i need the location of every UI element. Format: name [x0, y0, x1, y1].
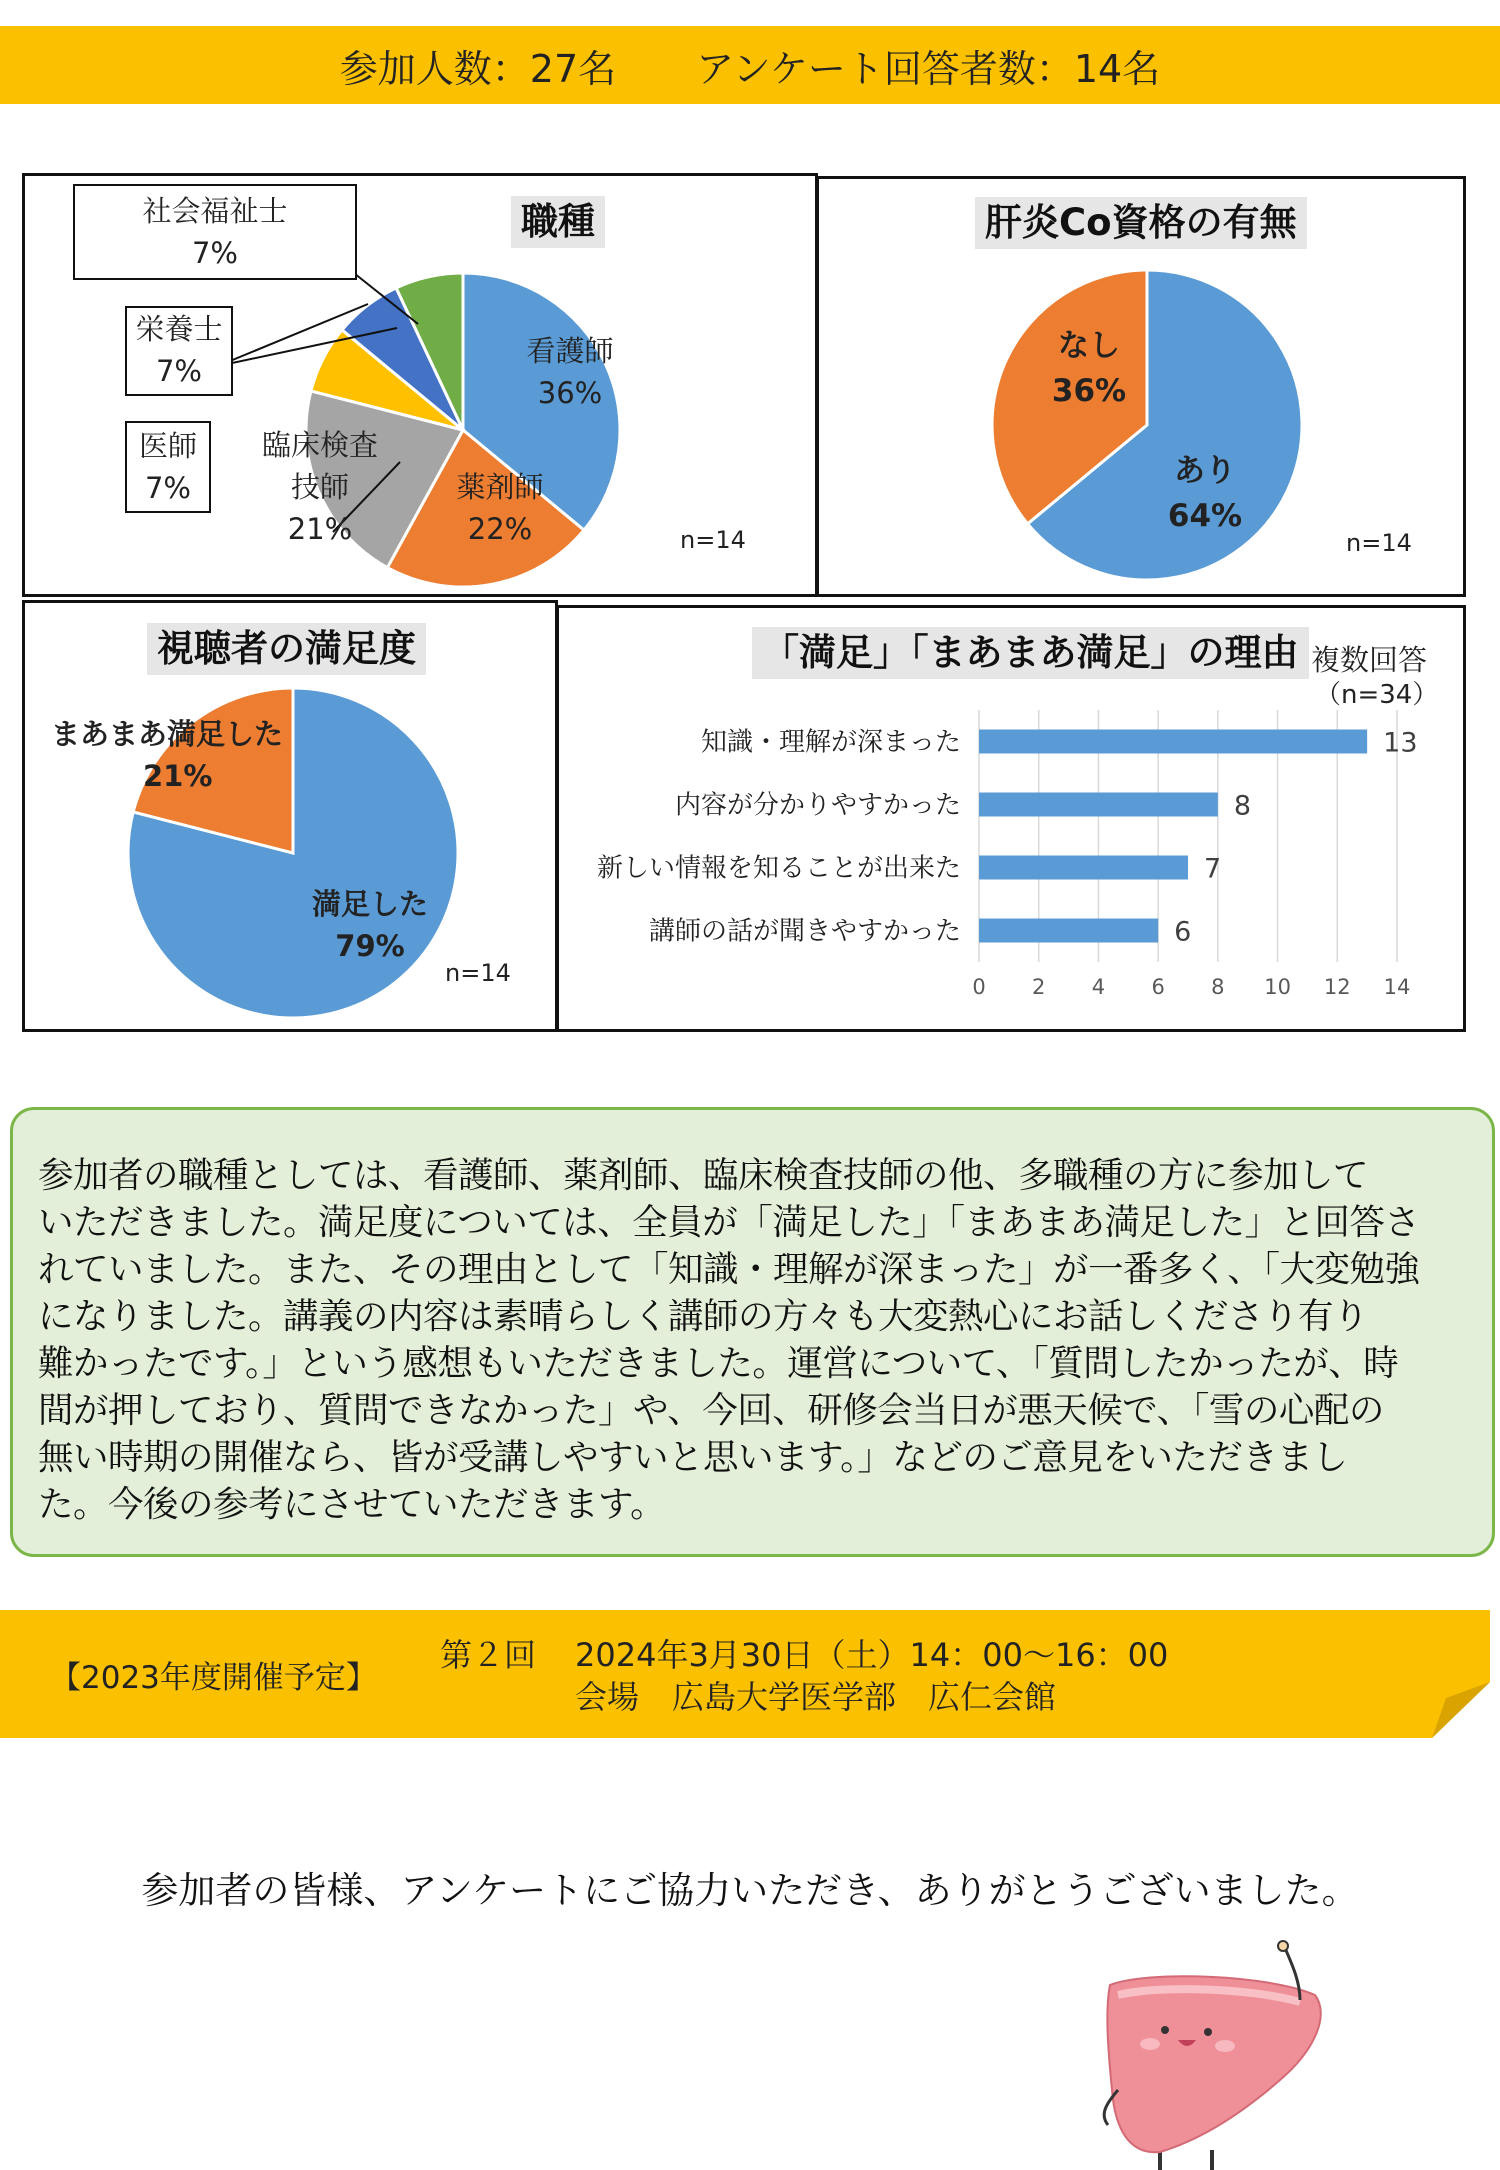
reasons-title: 「満足」「まあまあ満足」の理由	[752, 627, 1309, 679]
x-tick-label: 12	[1323, 975, 1351, 999]
value-label: 6	[1174, 916, 1192, 948]
label-yes: あり 64%	[1167, 453, 1243, 534]
category-label: 知識・理解が深まった	[700, 727, 961, 758]
header-banner	[0, 26, 1500, 104]
license-n: n=14	[1346, 529, 1412, 557]
comment-line: た。今後の参考にさせていただきます。	[38, 1484, 666, 1525]
bar	[979, 793, 1218, 817]
callout-social-worker: 社会福祉士 7%	[73, 184, 357, 280]
schedule-session: 第２回	[440, 1636, 537, 1674]
label-somewhat-satisfied: まあまあ満足した 21%	[51, 717, 284, 794]
comment-line: いただきました。満足度については、全員が「満足した」「まあまあ満足した」と回答さ	[38, 1202, 1420, 1243]
x-tick-label: 4	[1091, 975, 1106, 999]
value-label: 8	[1233, 790, 1252, 822]
value-label: 13	[1383, 727, 1418, 759]
comment-line: 間が押しており、質問できなかった」や、今回、研修会当日が悪天候で、「雪の心配の	[38, 1390, 1384, 1431]
license-panel	[816, 176, 1466, 597]
license-title: 肝炎Co資格の有無	[975, 197, 1307, 249]
reasons-n: （n=34）	[1315, 680, 1439, 710]
bar	[979, 856, 1188, 880]
label-pharmacist: 薬剤師 22%	[456, 470, 544, 547]
category-label: 内容が分かりやすかった	[674, 790, 961, 821]
bar	[979, 919, 1158, 943]
satisfaction-panel	[22, 600, 558, 1032]
respondents-count: アンケート回答者数：14名	[696, 46, 1161, 91]
callout-dietitian: 栄養士 7%	[125, 306, 233, 396]
occupation-n: n=14	[680, 526, 746, 554]
schedule-datetime: 2024年3月30日（土）14：00～16：00	[575, 1636, 1169, 1674]
x-tick-label: 14	[1383, 975, 1411, 999]
comment-line: れていました。また、その理由として「知識・理解が深まった」が一番多く、「大変勉強	[38, 1249, 1420, 1290]
label-no: なし 36%	[1051, 328, 1127, 409]
x-tick-label: 6	[1151, 975, 1165, 999]
comment-line: 難かったです。」という感想もいただきました。運営について、「質問したかったが、時	[38, 1343, 1399, 1384]
occupation-title: 職種	[511, 196, 605, 248]
label-nurse: 看護師 36%	[526, 334, 614, 411]
value-label: 7	[1204, 853, 1222, 885]
label-satisfied: 満足した 79%	[311, 887, 428, 964]
satisfaction-title: 視聴者の満足度	[147, 623, 426, 675]
reasons-subtitle: 複数回答	[1311, 643, 1428, 677]
category-label: 新しい情報を知ることが出来た	[596, 853, 961, 884]
comment-line: になりました。講義の内容は素晴らしく講師の方々も大変熱心にお話しくださり有り	[38, 1296, 1369, 1337]
category-label: 講師の話が聞きやすかった	[648, 916, 961, 947]
x-tick-label: 2	[1032, 975, 1046, 999]
bar	[979, 730, 1367, 754]
schedule-venue: 広島大学医学部 広仁会館	[672, 1678, 1057, 1716]
satisfaction-n: n=14	[445, 959, 511, 987]
liver-mascot-illustration	[1100, 1940, 1330, 2170]
comment-line: 参加者の職種としては、看護師、薬剤師、臨床検査技師の他、多職種の方に参加して	[38, 1155, 1369, 1196]
schedule-ribbon	[0, 1610, 1490, 1738]
x-tick-label: 0	[972, 975, 986, 999]
callout-doctor: 医師 7%	[125, 421, 211, 513]
occupation-panel	[22, 173, 818, 597]
comment-line: 無い時期の開催なら、皆が受講しやすいと思います。」などのご意見をいただきまし	[38, 1437, 1348, 1478]
label-lab-tech: 臨床検査 技師 21%	[261, 428, 378, 547]
comment-box	[10, 1107, 1495, 1557]
thanks-message: 参加者の皆様、アンケートにご協力いただき、ありがとうございました。	[141, 1869, 1359, 1912]
participants-count: 参加人数：27名	[339, 46, 617, 91]
schedule-label: 【2023年度開催予定】	[50, 1660, 377, 1696]
x-tick-label: 10	[1264, 975, 1291, 999]
reasons-panel	[556, 605, 1466, 1032]
x-tick-label: 8	[1211, 975, 1225, 999]
schedule-venue-label: 会場	[575, 1678, 640, 1716]
